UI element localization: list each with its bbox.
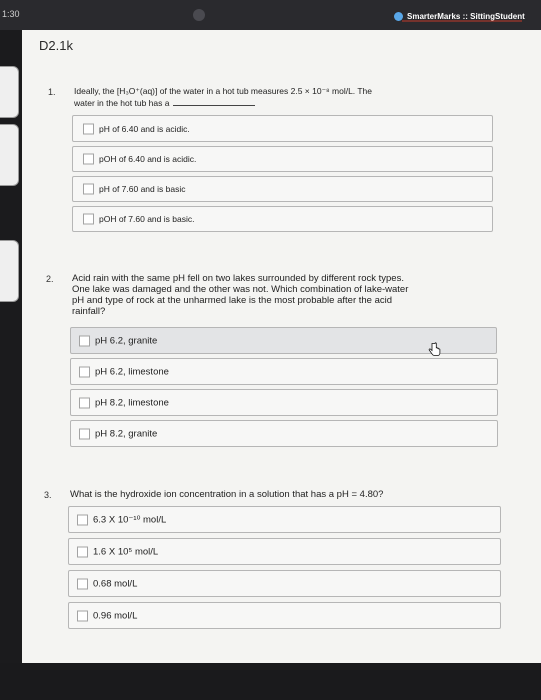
- checkbox-icon[interactable]: [77, 546, 88, 557]
- option-label: 0.68 mol/L: [93, 578, 138, 589]
- browser-top-bar: [0, 0, 541, 30]
- question-text: [74, 86, 514, 108]
- option-label: pH 8.2, limestone: [95, 397, 169, 408]
- option-label: pOH of 7.60 and is basic.: [99, 214, 195, 224]
- checkbox-icon[interactable]: [83, 154, 94, 165]
- answer-option[interactable]: [68, 538, 501, 565]
- hand-pointer-icon: [426, 342, 442, 358]
- ink-mark-icon: [402, 20, 522, 22]
- question-number: 3.: [44, 490, 52, 500]
- answer-option[interactable]: [70, 389, 498, 416]
- option-label: pOH of 6.40 and is acidic.: [99, 154, 197, 164]
- option-label: pH of 7.60 and is basic: [99, 184, 186, 194]
- question-text-part: water in the hot tub has a: [74, 98, 170, 108]
- option-label: 6.3 X 10⁻¹⁰ mol/L: [93, 514, 167, 525]
- question-text: What is the hydroxide ion concentration in a solution that has a pH = 4.80?: [70, 489, 384, 500]
- answer-option[interactable]: [72, 176, 493, 202]
- clock: 1:30: [2, 9, 20, 19]
- option-label: pH 6.2, limestone: [95, 366, 169, 377]
- answer-option[interactable]: [70, 358, 498, 385]
- answer-option[interactable]: [70, 420, 498, 447]
- question-number: 1.: [48, 87, 56, 97]
- checkbox-icon[interactable]: [77, 514, 88, 525]
- bottom-bar: [0, 663, 541, 700]
- checkbox-icon[interactable]: [77, 610, 88, 621]
- checkbox-icon[interactable]: [79, 335, 90, 346]
- checkbox-icon[interactable]: [77, 578, 88, 589]
- side-tab[interactable]: [0, 66, 19, 118]
- option-label: pH 8.2, granite: [95, 428, 158, 439]
- checkbox-icon[interactable]: [79, 397, 90, 408]
- answer-option[interactable]: [68, 570, 501, 597]
- question-text: [72, 273, 522, 317]
- checkbox-icon[interactable]: [83, 123, 94, 134]
- question-text-line: Ideally, the [H₃O⁺(aq)] of the water in a hot tub measures 2.5 × 10⁻⁸ mol/L. The: [74, 86, 373, 96]
- question-text-line: pH and type of rock at the unharmed lake is the most probable after the acid: [72, 295, 393, 306]
- side-tab[interactable]: [0, 240, 19, 302]
- page-title: D2.1k: [39, 38, 73, 53]
- checkbox-icon[interactable]: [79, 366, 90, 377]
- question-text-line: rainfall?: [72, 306, 106, 317]
- question-number: 2.: [46, 274, 54, 284]
- checkbox-icon[interactable]: [83, 214, 94, 225]
- answer-option[interactable]: [72, 206, 493, 232]
- answer-option[interactable]: [68, 506, 501, 533]
- option-label: 1.6 X 10⁵ mol/L: [93, 546, 159, 557]
- side-tab[interactable]: [0, 124, 19, 186]
- answer-blank: [173, 96, 255, 106]
- bookmark-label: SmarterMarks :: SittingStudent: [407, 11, 525, 21]
- answer-option[interactable]: [68, 602, 501, 629]
- camera-icon: [193, 9, 205, 21]
- answer-option[interactable]: [72, 115, 493, 142]
- checkbox-icon[interactable]: [79, 428, 90, 439]
- answer-option[interactable]: [72, 146, 493, 172]
- question-text-line: Acid rain with the same pH fell on two lakes surrounded by different rock types.: [72, 273, 404, 284]
- option-label: 0.96 mol/L: [93, 610, 138, 621]
- checkbox-icon[interactable]: [83, 184, 94, 195]
- option-label: pH of 6.40 and is acidic.: [99, 123, 190, 134]
- option-label: pH 6.2, granite: [95, 335, 158, 346]
- question-text-line: [74, 96, 514, 108]
- quiz-screen: [22, 30, 541, 663]
- question-text-line: One lake was damaged and the other was not. Which combination of lake-water: [72, 284, 409, 295]
